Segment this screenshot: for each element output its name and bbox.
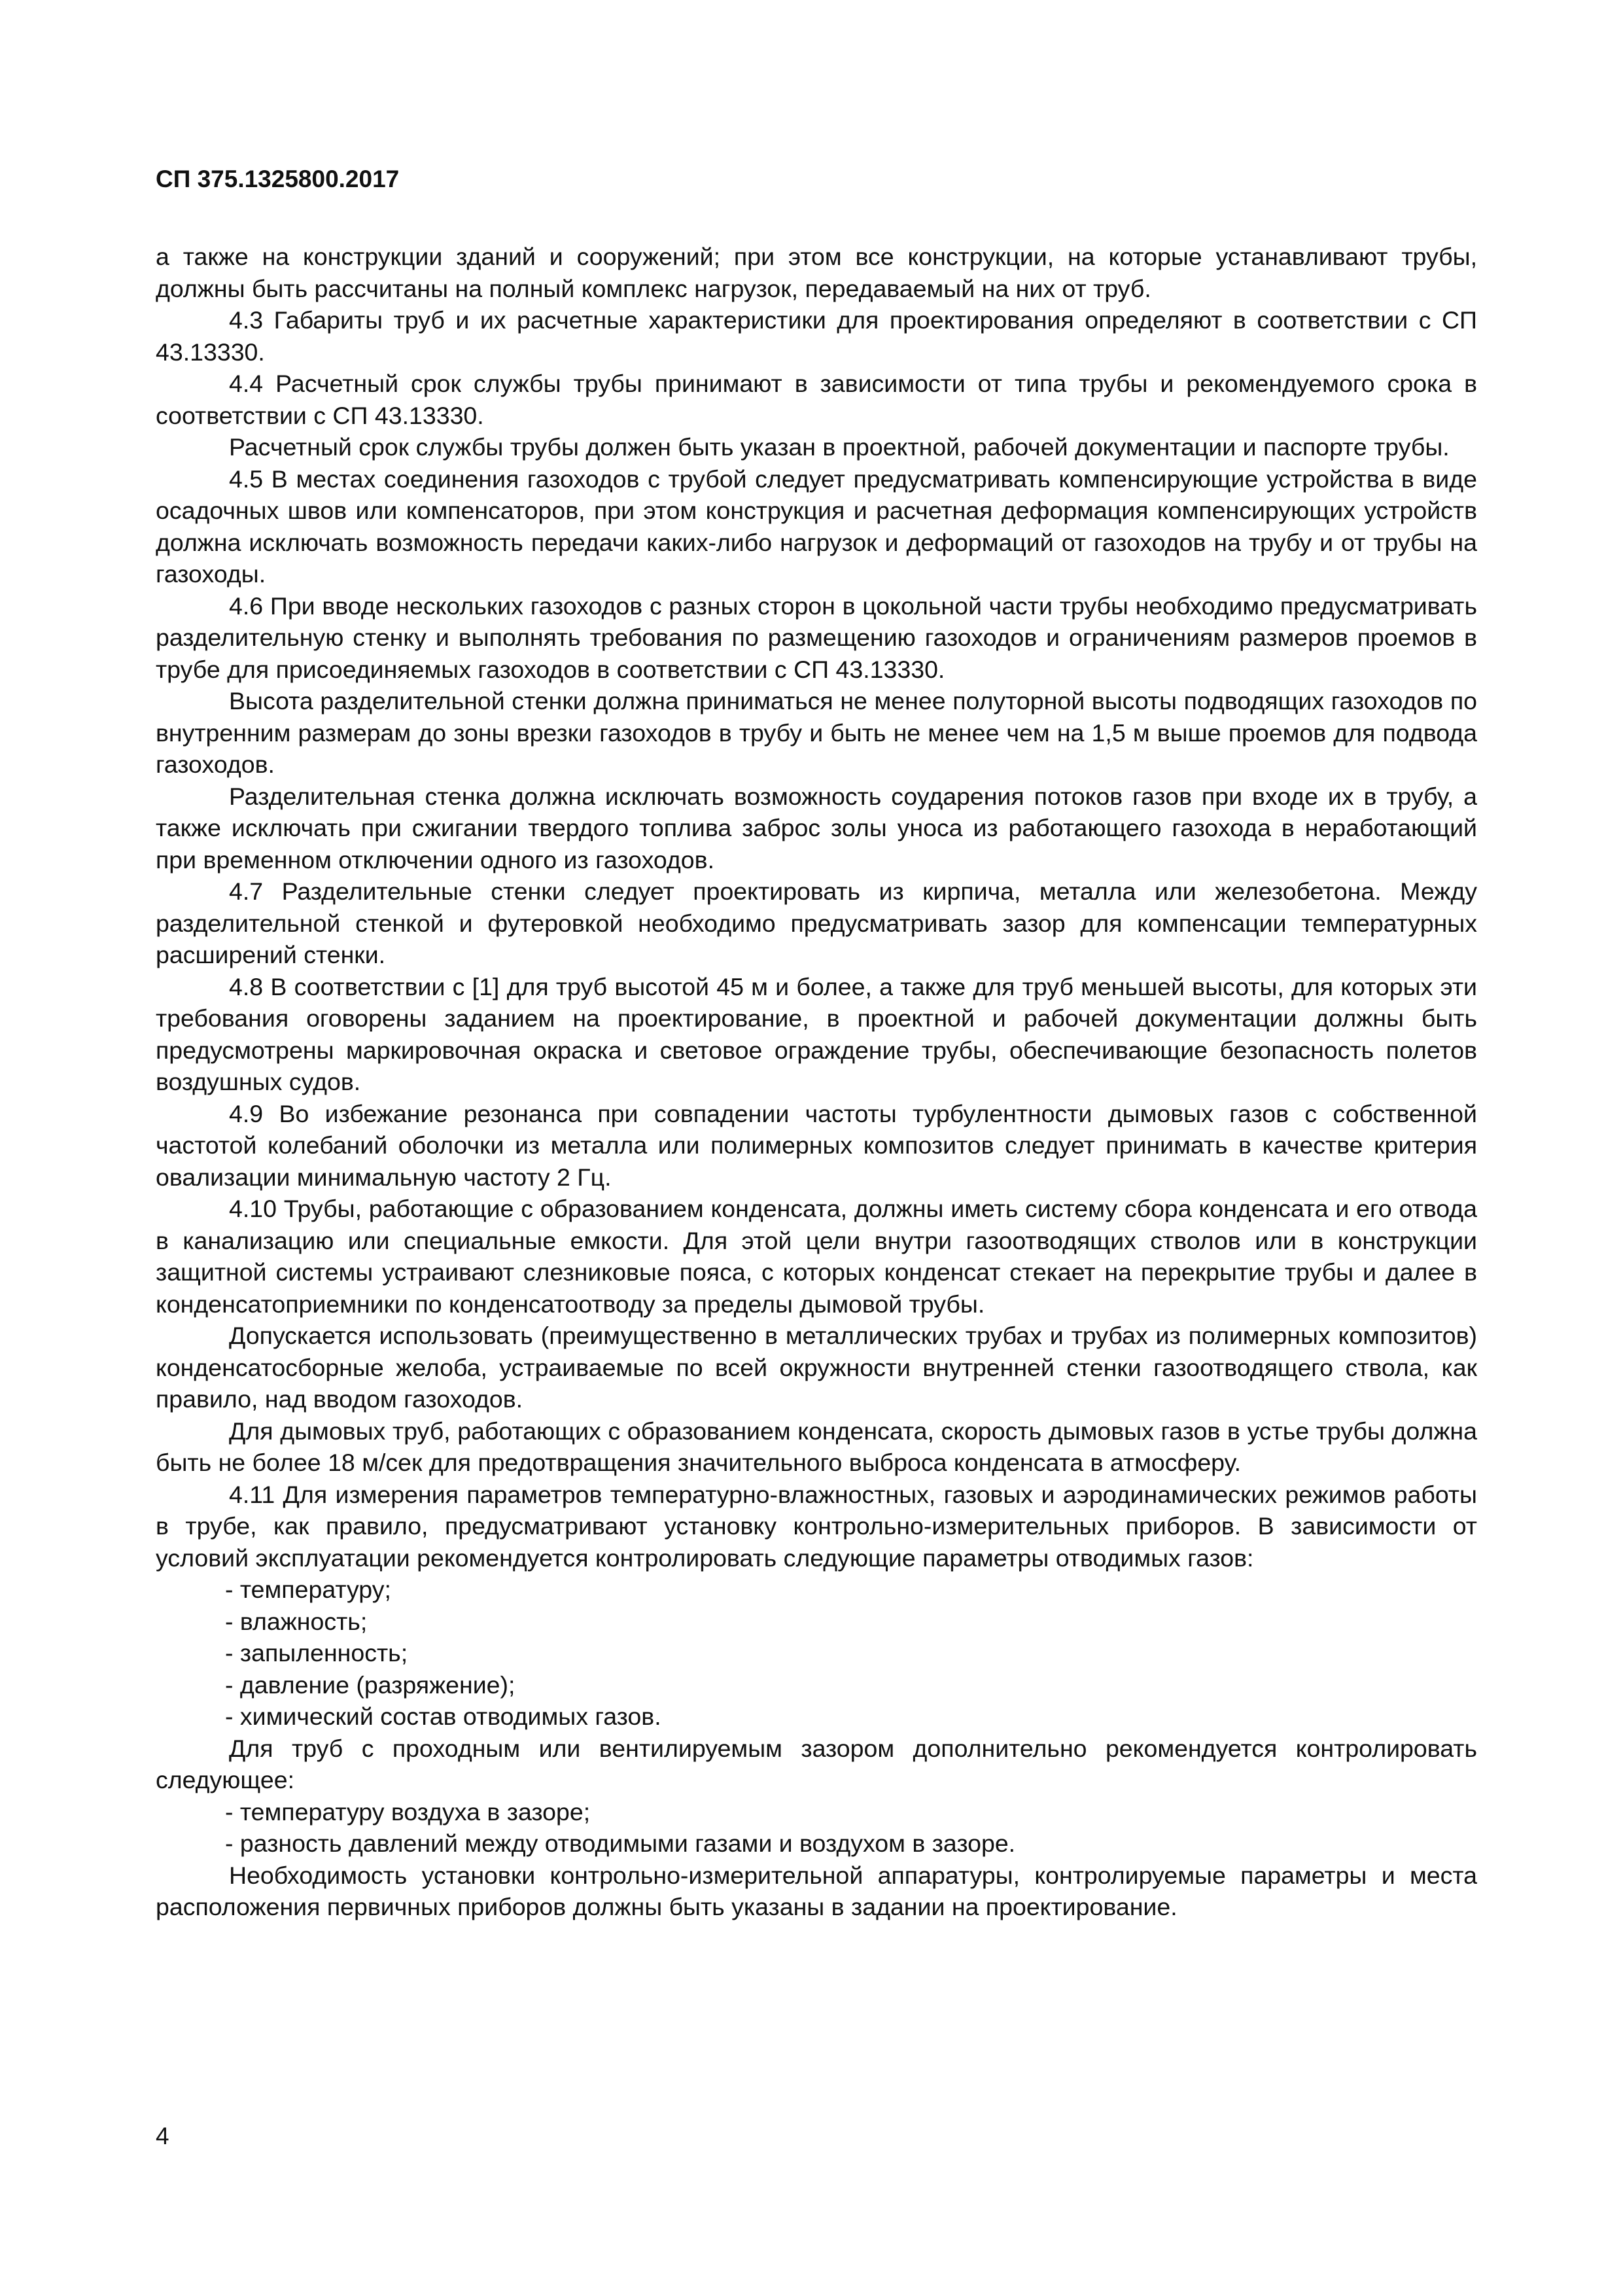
list-item: - давление (разряжение); [225, 1670, 515, 1699]
paragraph: 4.10 Трубы, работающие с образованием конденсата, должны иметь систему сбора конденсата и его отвода в канализацию или специальные емкости. Для этой цели внутри газоотводящих стволов или в конструкции защитной системы устраивают слезниковые пояса, с которых конденсат стекает на перекрытие трубы и далее в конденсатоприемники по конденсатоотводу за пределы дымовой трубы. [156, 1195, 1477, 1318]
page-number: 4 [156, 2123, 169, 2149]
list-item: - влажность; [225, 1607, 368, 1635]
document-code-header: СП 375.1325800.2017 [156, 166, 400, 192]
paragraph: 4.7 Разделительные стенки следует проектировать из кирпича, металла или железобетона. Между разделительной стенкой и футеровкой необходимо предусматривать зазор для компенсации температурных расширений стенки. [156, 877, 1477, 968]
paragraph: Для труб с проходным или вентилируемым зазором дополнительно рекомендуется контролировать следующее: [156, 1734, 1477, 1793]
paragraph: 4.9 Во избежание резонанса при совпадении частоты турбулентности дымовых газов с собственной частотой колебаний оболочки из металла или полимерных композитов следует принимать в качестве критерия овализации минимальную частоту 2 Гц. [156, 1099, 1477, 1191]
paragraph: Разделительная стенка должна исключать возможность соударения потоков газов при входе их в трубу, а также исключать при сжигании твердого топлива заброс золы уноса из работающего газохода в неработающий при временном отключении одного из газоходов. [156, 782, 1477, 874]
paragraph: Допускается использовать (преимущественно в металлических трубах и трубах из полимерных композитов) конденсатосборные желоба, устраиваемые по всей окружности внутренней стенки газоотводящего ствола, как правило, над вводом газоходов. [156, 1322, 1477, 1413]
list-item: - химический состав отводимых газов. [225, 1703, 661, 1730]
document-page [156, 165, 1477, 1923]
paragraph: Необходимость установки контрольно-измерительной аппаратуры, контролируемые параметры и места расположения первичных приборов должны быть указаны в задании на проектирование. [156, 1861, 1477, 1920]
document-body [156, 241, 1477, 1923]
list-item: - температуру воздуха в зазоре; [225, 1797, 591, 1826]
paragraph: Высота разделительной стенки должна приниматься не менее полуторной высоты подводящих газоходов по внутренним размерам до зоны врезки газоходов в трубу и быть не менее чем на 1,5 м выше проемов для подвода газоходов. [156, 687, 1477, 778]
paragraph: 4.5 В местах соединения газоходов с трубой следует предусматривать компенсирующие устройства в виде осадочных швов или компенсаторов, при этом конструкция и расчетная деформация компенсирующих устройств должна исключать возможность передачи каких-либо нагрузок и деформаций от газоходов на трубу и от трубы на газоходы. [156, 465, 1477, 588]
paragraph: 4.4 Расчетный срок службы трубы принимают в зависимости от типа трубы и рекомендуемого срока в соответствии с СП 43.13330. [156, 370, 1477, 429]
paragraph: а также на конструкции зданий и сооружений; при этом все конструкции, на которые устанавливают трубы, должны быть рассчитаны на полный комплекс нагрузок, передаваемый на них от труб. [156, 243, 1477, 302]
list-item: - температуру; [225, 1576, 391, 1603]
paragraph: 4.6 При вводе нескольких газоходов с разных сторон в цокольной части трубы необходимо предусматривать разделительную стенку и выполнять требования по размещению газоходов и ограничениям размеров проемов в трубе для присоединяемых газоходов в соответствии с СП 43.13330. [156, 592, 1477, 683]
list-item: - запыленность; [225, 1639, 408, 1667]
paragraph: Для дымовых труб, работающих с образованием конденсата, скорость дымовых газов в устье трубы должна быть не более 18 м/сек для предотвращения значительного выброса конденсата в атмосферу. [156, 1417, 1477, 1476]
paragraph: 4.8 В соответствии с [1] для труб высотой 45 м и более, а также для труб меньшей высоты, для которых эти требования оговорены заданием на проектирование, в проектной и рабочей документации должны быть предусмотрены маркировочная окраска и световое ограждение трубы, обеспечивающие безопасность полетов воздушных судов. [156, 972, 1477, 1095]
list-item: - разность давлений между отводимыми газами и воздухом в зазоре. [225, 1829, 1016, 1857]
paragraph: 4.3 Габариты труб и их расчетные характеристики для проектирования определяют в соответствии с СП 43.13330. [156, 306, 1477, 366]
paragraph: Расчетный срок службы трубы должен быть указан в проектной, рабочей документации и паспорте трубы. [229, 433, 1450, 461]
paragraph: 4.11 Для измерения параметров температурно-влажностных, газовых и аэродинамических режимов работы в трубе, как правило, предусматривают установку контрольно-измерительных приборов. В зависимости от условий эксплуатации рекомендуется контролировать следующие параметры отводимых газов: [156, 1480, 1477, 1572]
